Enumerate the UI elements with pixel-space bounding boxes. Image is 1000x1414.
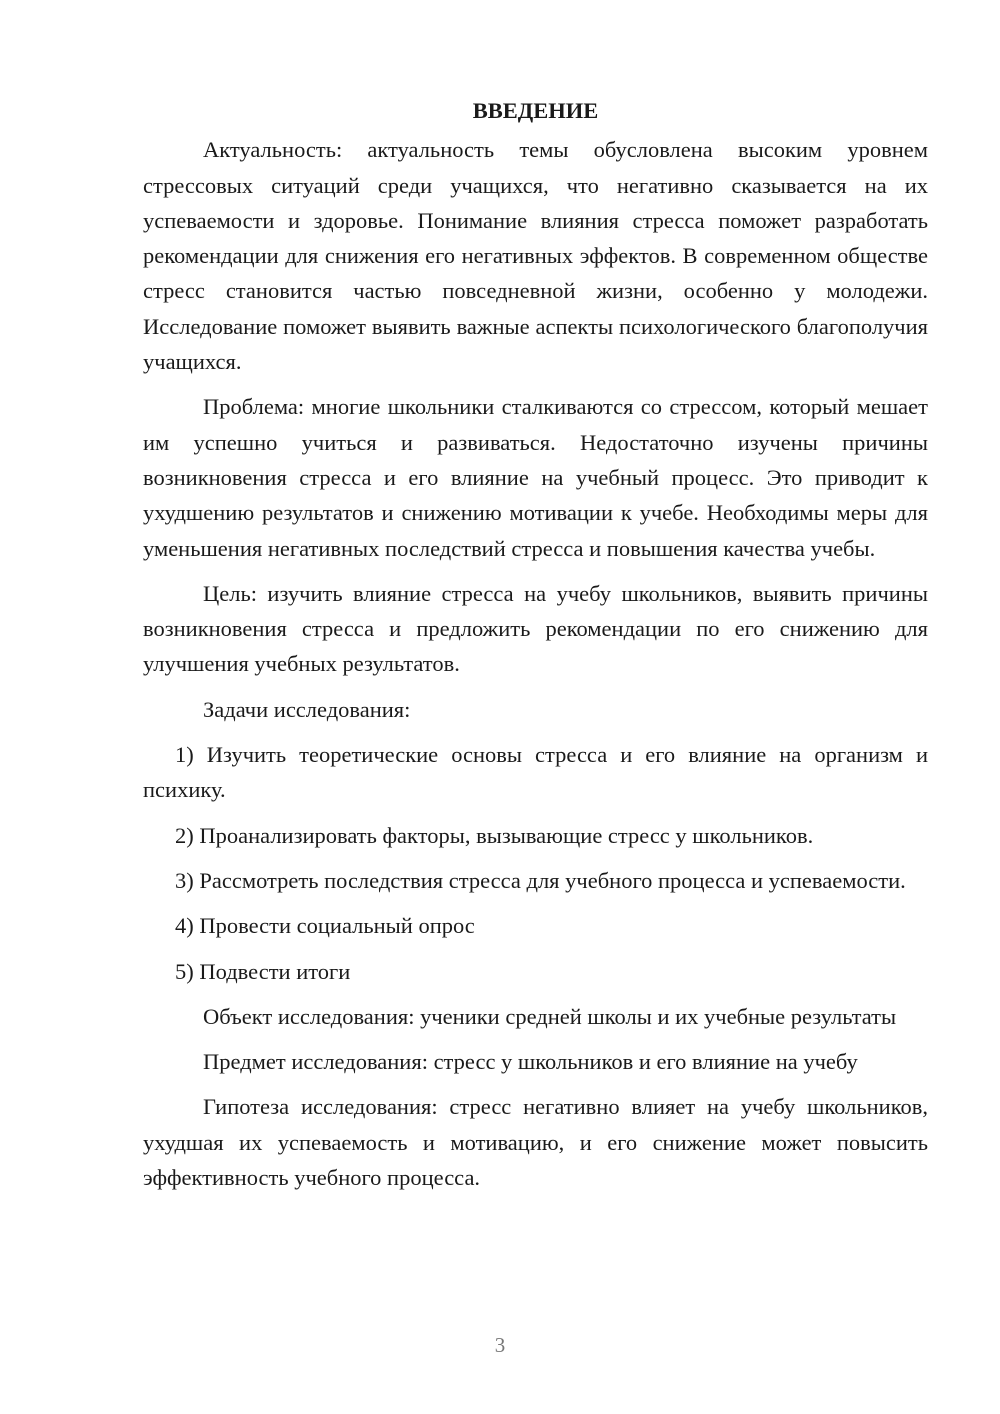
tasks-heading: Задачи исследования:: [203, 696, 411, 722]
paragraph-relevance: Актуальность: актуальность темы обусловлена высоким уровнем стрессовых ситуаций среди учащихся, что негативно сказывается на их успеваемости и здоровье. Понимание влияния стресса поможет разработать рекомендации для снижения его негативных эффектов. В современном обществе стресс становится частью повседневной жизни, особенно у молодежи. Исследование поможет выявить важные аспекты психологического благополучия учащихся.: [143, 137, 928, 375]
paragraph-object: Объект исследования: ученики средней школы и их учебные результаты: [203, 1003, 897, 1029]
page-content: [143, 93, 928, 1205]
section-title: ВВЕДЕНИЕ: [472, 98, 599, 123]
paragraph-problem: Проблема: многие школьники сталкиваются со стрессом, который мешает им успешно учиться и развиваться. Недостаточно изучены причины возникновения стресса и его влияние на учебный процесс. Это приводит к ухудшению результатов и снижению мотивации к учебе. Необходимы меры для уменьшения негативных последствий стресса и повышения качества учебы.: [143, 394, 928, 561]
page-number: 3: [494, 1333, 506, 1357]
paragraph-goal: Цель: изучить влияние стресса на учебу школьников, выявить причины возникновения стресса и предложить рекомендации по его снижению для улучшения учебных результатов.: [143, 580, 928, 677]
task-item-2: 2) Проанализировать факторы, вызывающие стресс у школьников.: [175, 822, 814, 848]
task-item-5: 5) Подвести итоги: [175, 958, 351, 984]
task-item-4: 4) Провести социальный опрос: [175, 913, 475, 939]
paragraph-subject: Предмет исследования: стресс у школьников и его влияние на учебу: [203, 1049, 858, 1075]
task-item-1: 1) Изучить теоретические основы стресса и его влияние на организм и психику.: [143, 742, 928, 803]
paragraph-hypothesis: Гипотеза исследования: стресс негативно влияет на учебу школьников, ухудшая их успеваемость и мотивацию, и его снижение может повысить эффективность учебного процесса.: [143, 1094, 928, 1191]
task-item-3: 3) Рассмотреть последствия стресса для учебного процесса и успеваемости.: [175, 867, 906, 893]
